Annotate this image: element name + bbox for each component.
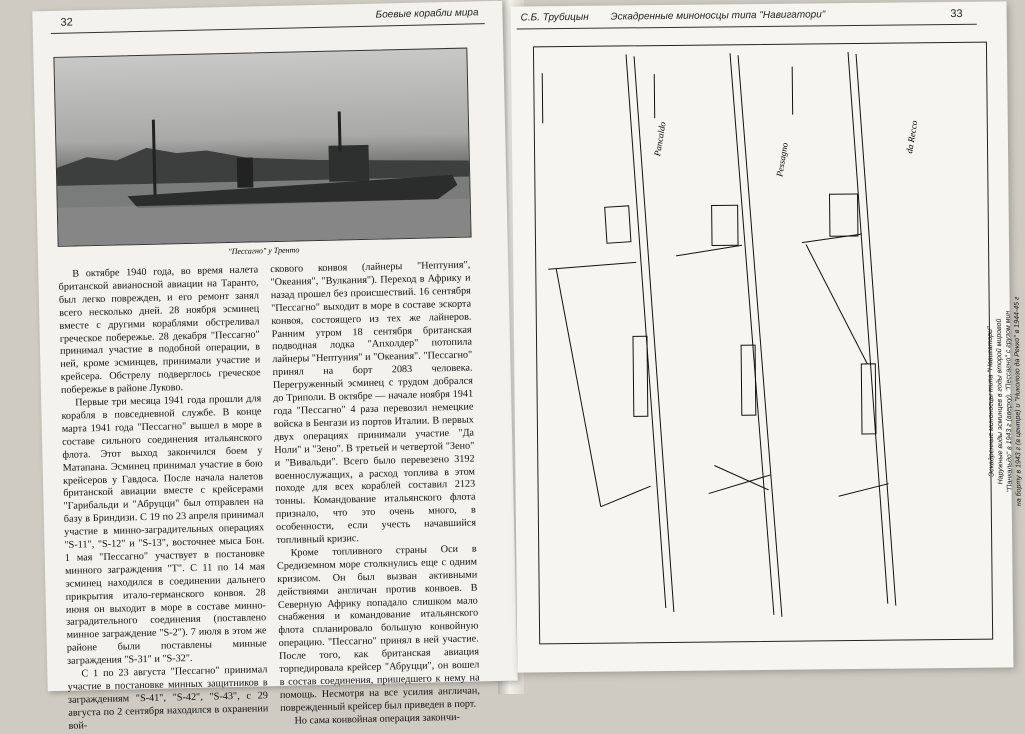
- left-page-number: 32: [60, 17, 73, 29]
- header-rule: [517, 24, 977, 30]
- paragraph: скового конвоя (лайнеры "Нептуния", "Океания", "Вулкания"). Переход в Африку и назад прошел без происшествий. 16 сентября "Пессагно" выходит в море в составе эскорта конвоя, состоящего из тех же лайнеров. Ранним утром 18 сентября британская подводная лодка "Апхолдер" потопила лайнеры "Нептуния" и "Океания". "Пессагно" принял на борт 2083 человека. Перегруженный эсминец с трудом добрался до Триполи. В октябре — начале ноября 1941 года "Пессагно" 4 раза перевозил немецкие войска в Бенгази из портов Италии. В первых двух операциях принимали участие "Да Ноли" и "Зено". В третьей и четвертой "Зено" и "Вивальди". Всего было перевезено 3192 военнослужащих, а расход топлива в этом походе для всех кораблей составил 2123 тонны. Командование итальянского флота признало, что это очень много, в особенности, если учесть начавшийся топливный кризис.: [270, 260, 476, 548]
- paragraph: Кроме топливного страны Оси в Средиземном море столкнулись еще с одним кризисом. Он был вызван активными действиями англичан против конвоев. В Северную Африку попадало слишком мало снабжения и командование итальянского флота спланировало большую конвойную операцию. "Пессагно" принял в ней участие. После того, как британская авиация торпедировала крейсер "Абруцци", он вошел в состав соединения, пришедшего к нему на помощь. Несмотря на все усилия англичан, поврежденный крейсер был приведен в порт.: [277, 543, 481, 715]
- drawing-side-caption: [985, 211, 1025, 591]
- right-page-number: 33: [950, 8, 962, 20]
- caption-line: Наружные виды эсминцев в годы второй мировой: [994, 211, 1007, 591]
- photo-caption: "Пессагно" у Тренто: [58, 242, 470, 260]
- text-column-1: [58, 264, 268, 733]
- ship-label-da-recco: da Recco: [904, 120, 919, 154]
- ship-label-pessagno: Pessagno: [774, 142, 790, 178]
- drawing-frame: [533, 42, 993, 645]
- ship-label-pancaldo: Pancaldo: [652, 121, 668, 157]
- paragraph: С 1 по 23 августа "Пессагно" принимал участие в постановке минных защитников в заграждениям "S-41", "S-42", "S-43", с 29 августа по 2 сентября находился в охранении вой-: [67, 664, 268, 733]
- ship-profiles-drawing: [534, 43, 992, 644]
- header-rule: [51, 23, 485, 34]
- paragraph: В октябре 1940 года, во время налета британской авианосной авиации на Таранто, был легко поврежден, и его ремонт занял всего несколько дней. 28 ноября эсминец вместе с другими кораблями обстреливал греческое побережье. 28 декабря "Пессагно" принимал участие в подобной операции, в ней, кроме эсминцев, принимали участие и крейсера. Обстрелу подверглось греческое побережье в районе Луково.: [58, 264, 261, 398]
- ship-photo: [53, 48, 471, 247]
- left-page-header: Боевые корабли мира: [376, 7, 479, 20]
- caption-line: на борту в 1943 г (в центре) и "Николозо да Рекко" в 1944-45 г: [1012, 211, 1025, 591]
- text-column-2: [270, 260, 480, 729]
- right-page: [511, 1, 1014, 672]
- caption-line: "Панкальдо" в 1943 г (вверху), "Пессагно" с грузом мин: [1003, 211, 1016, 591]
- left-page: [32, 1, 517, 691]
- caption-line: Эскадренные миноносцы типа "Навигатори": [985, 212, 998, 592]
- right-page-title: Эскадренные миноносцы типа "Навигатори": [611, 9, 826, 22]
- paragraph: Но сама конвойная операция закончи-: [280, 711, 480, 728]
- destroyer-photo-drawing: [54, 49, 470, 246]
- right-page-author: С.Б. Трубицын: [521, 12, 589, 24]
- paragraph: Первые три месяца 1941 года прошли для корабля в повседневной службе. В конце марта 1941 года "Пессагно" вышел в море в составе сильного соединения итальянского флота. Этот выход закончился боем у Матапана. Эсминец принимал участие в бою крейсеров у Гавдоса. После начала налетов британской авиации вместе с крейсерами "Гарибальди и "Абруцци" был отправлен на базу в Бриндизи. С 19 по 23 апреля принимал участие в минно-заградительных операциях "S-11", "S-12" и "S-13", восточнее мыса Бон. 1 мая "Пессагно" участвует в постановке минного заграждения "Т". С 11 по 14 мая эсминец находился в соединении дальнего прикрытия итало-германского конвоя. 28 июня он выходит в море в составе минно-заградительного соединения (поставлено минное заграждение "S-2"). 7 июля в этом же районе были поставлены минные заграждения "S-31" и "S-32".: [61, 393, 267, 668]
